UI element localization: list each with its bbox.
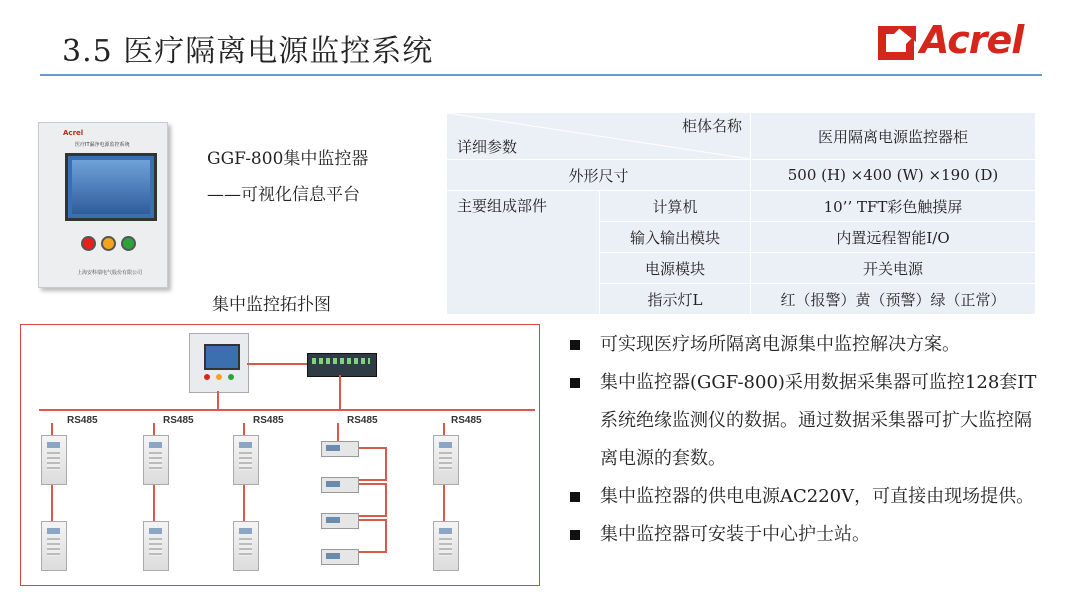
feature-text: 集中监控器(GGF-800)采用数据采集器可监控128套IT系统绝缘监测仪的数据。通过数据采集器可扩大监控隔离电源的套数。 [600, 372, 1037, 469]
monitor-cabinet-icon [233, 521, 259, 571]
feature-list [568, 326, 1048, 554]
monitor-cabinet-icon [143, 521, 169, 571]
monitor-cabinet-icon [143, 435, 169, 485]
product-subtitle: ——可视化信息平台 [207, 185, 360, 205]
data-collector-icon [307, 353, 377, 377]
corner-bottom-label: 详细参数 [457, 138, 518, 156]
device-panel-title: 医疗IT漏净电源监控系统 [75, 142, 130, 148]
group-label: 主要组成部件 [447, 191, 600, 315]
rs485-label: RS485 [67, 415, 98, 426]
rs485-label: RS485 [347, 415, 378, 426]
monitor-cabinet-icon [41, 521, 67, 571]
feature-item [568, 478, 1048, 516]
bullet-square-icon [570, 530, 580, 540]
feature-item [568, 364, 1048, 478]
product-name: GGF-800集中监控器 [207, 149, 369, 169]
ctrl-link-line [247, 363, 307, 365]
device-brand: Acrel [63, 129, 84, 137]
device-screen [65, 153, 157, 221]
monitor-cabinet-icon [433, 435, 459, 485]
meter-chain-line [355, 447, 387, 481]
table-corner-cell [447, 113, 751, 160]
part-value: 红（报警）黄（预警）绿（正常） [751, 284, 1036, 315]
ctrl-bus-drop [217, 391, 219, 409]
size-label: 外形尺寸 [447, 160, 751, 191]
part-name: 输入输出模块 [600, 222, 751, 253]
feature-text: 集中监控器的供电电源AC220V，可直接由现场提供。 [600, 486, 1035, 507]
monitor-cabinet-icon [433, 521, 459, 571]
central-monitor-icon [189, 333, 249, 393]
topology-title: 集中监控拓扑图 [212, 295, 331, 315]
corner-top-label: 柜体名称 [681, 117, 742, 135]
title-divider [40, 74, 1042, 76]
yellow-lamp-icon [101, 236, 116, 251]
feature-item [568, 326, 1048, 364]
ggf800-device-image [38, 122, 168, 288]
meter-chain-line [355, 483, 387, 517]
device-maker: 上海安科瑞电气股份有限公司 [77, 270, 143, 276]
meter-chain-line [355, 519, 387, 553]
logo-wordmark: Acrel [920, 18, 1024, 62]
rs485-bus [39, 409, 535, 411]
part-value: 开关电源 [751, 253, 1036, 284]
collector-bus-drop [339, 375, 341, 409]
part-value: 10’’ TFT彩色触摸屏 [751, 191, 1036, 222]
part-name: 指示灯L [600, 284, 751, 315]
green-lamp-icon [121, 236, 136, 251]
rs485-label: RS485 [451, 415, 482, 426]
feature-item [568, 516, 1048, 554]
insulation-meter-icon [321, 513, 359, 529]
part-name: 计算机 [600, 191, 751, 222]
insulation-meter-icon [321, 477, 359, 493]
acrel-logo-mark-icon [876, 22, 918, 62]
monitor-cabinet-icon [41, 435, 67, 485]
insulation-meter-icon [321, 441, 359, 457]
topology-diagram [20, 324, 540, 586]
feature-text: 集中监控器可安装于中心护士站。 [600, 524, 870, 545]
part-value: 内置远程智能I/O [751, 222, 1036, 253]
branch-line [337, 423, 339, 441]
slide-title: 3.5 医疗隔离电源监控系统 [62, 34, 434, 69]
feature-text: 可实现医疗场所隔离电源集中监控解决方案。 [600, 334, 960, 355]
rs485-label: RS485 [253, 415, 284, 426]
cabinet-name-value: 医用隔离电源监控器柜 [751, 113, 1036, 160]
rs485-label: RS485 [163, 415, 194, 426]
part-name: 电源模块 [600, 253, 751, 284]
insulation-meter-icon [321, 549, 359, 565]
acrel-logo [876, 18, 1046, 68]
bullet-square-icon [570, 340, 580, 350]
size-value: 500 (H) ×400 (W) ×190 (D) [751, 160, 1036, 191]
red-lamp-icon [81, 236, 96, 251]
bullet-square-icon [570, 492, 580, 502]
bullet-square-icon [570, 378, 580, 388]
parameter-table [446, 112, 1036, 315]
monitor-cabinet-icon [233, 435, 259, 485]
